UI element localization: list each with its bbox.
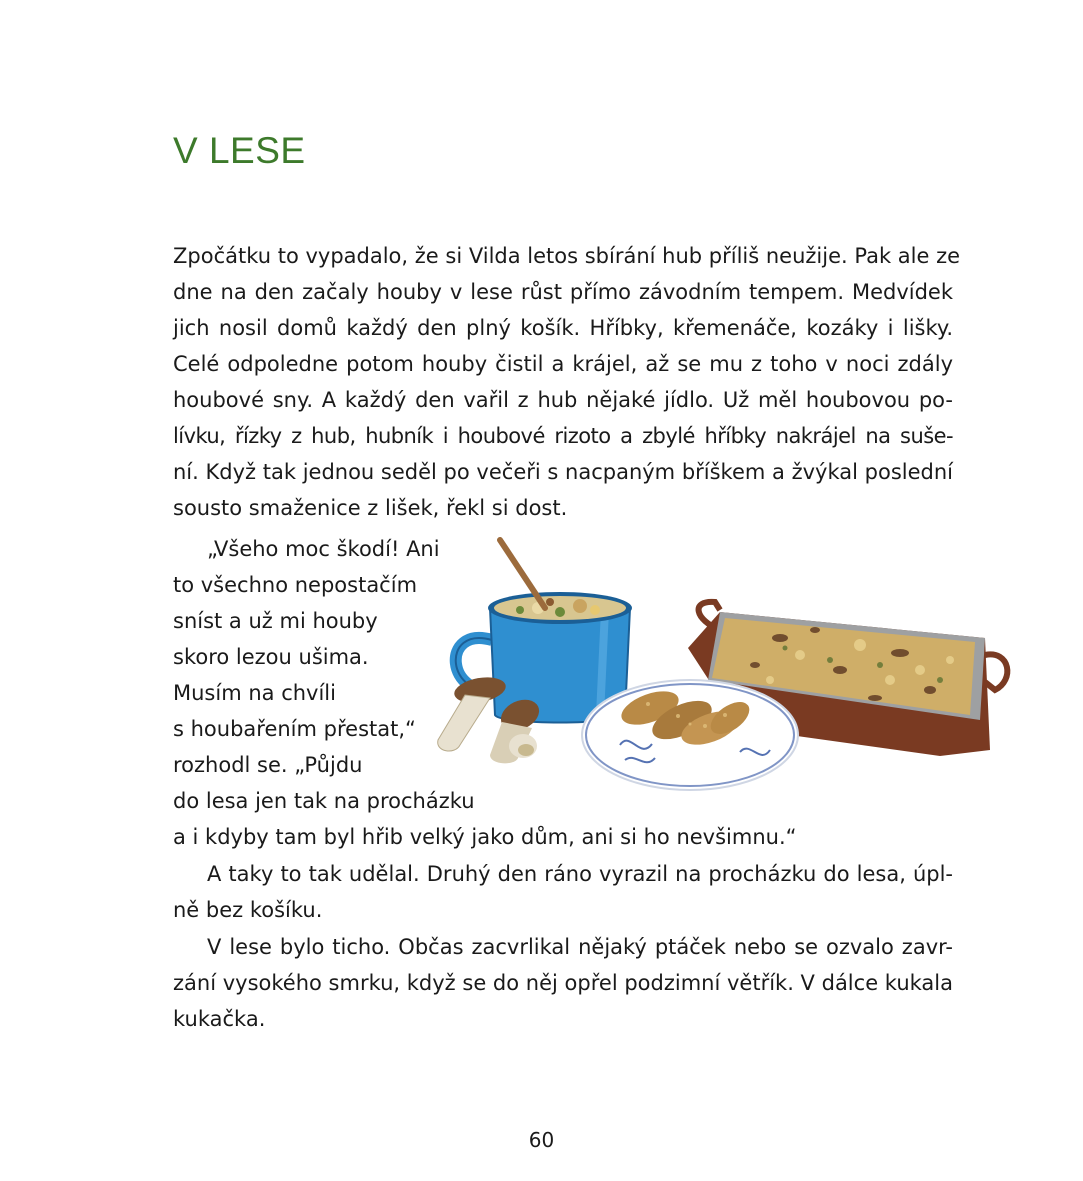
text-line: houbové sny. A každý den vařil z hub nějaké jídlo. Už měl houbovou po-: [173, 388, 953, 412]
mushroom-dishes-illustration: [420, 530, 1020, 800]
text-line: A taky to tak udělal. Druhý den ráno vyrazil na procházku do lesa, úpl-: [207, 862, 953, 886]
page-number: 60: [528, 1128, 555, 1152]
text-line: rozhodl se. „Půjdu: [173, 753, 363, 777]
text-line: Zpočátku to vypadalo, že si Vilda letos sbírání hub příliš neužije. Pak ale ze: [173, 244, 961, 268]
text-line: skoro lezou ušima.: [173, 645, 369, 669]
text-line: ní. Když tak jednou seděl po večeři s nacpaným bříškem a žvýkal poslední: [173, 460, 953, 484]
schnitzel-plate: [582, 680, 798, 790]
text-line: kukačka.: [173, 1007, 266, 1031]
text-line: to všechno nepostačím: [173, 573, 418, 597]
text-line: dne na den začaly houby v lese růst přímo závodním tempem. Medvídek: [173, 280, 953, 304]
text-line: zání vysokého smrku, když se do něj opřel podzimní větřík. V dálce kukala: [173, 971, 953, 995]
text-line: ně bez košíku.: [173, 898, 323, 922]
text-line: lívku, řízky z hub, hubník i houbové rizoto a zbylé hříbky nakrájel na suše-: [173, 424, 953, 448]
text-line: sousto smaženice z lišek, řekl si dost.: [173, 496, 568, 520]
text-line: sníst a už mi houby: [173, 609, 378, 633]
text-line: a i kdyby tam byl hřib velký jako dům, ani si ho nevšimnu.“: [173, 825, 797, 849]
text-line: „Všeho moc škodí! Ani: [207, 537, 440, 561]
text-line: V lese bylo ticho. Občas zacvrlikal nějaký ptáček nebo se ozvalo zavr-: [207, 935, 953, 959]
chapter-title: V LESE: [173, 130, 306, 171]
text-line: s houbařením přestat,“: [173, 717, 416, 741]
text-line: Musím na chvíli: [173, 681, 336, 705]
text-line: jich nosil domů každý den plný košík. Hříbky, křemenáče, kozáky i lišky.: [173, 316, 953, 340]
text-line: do lesa jen tak na procházku: [173, 789, 475, 813]
text-line: Celé odpoledne potom houby čistil a krájel, až se mu z toho v noci zdály: [173, 352, 953, 376]
